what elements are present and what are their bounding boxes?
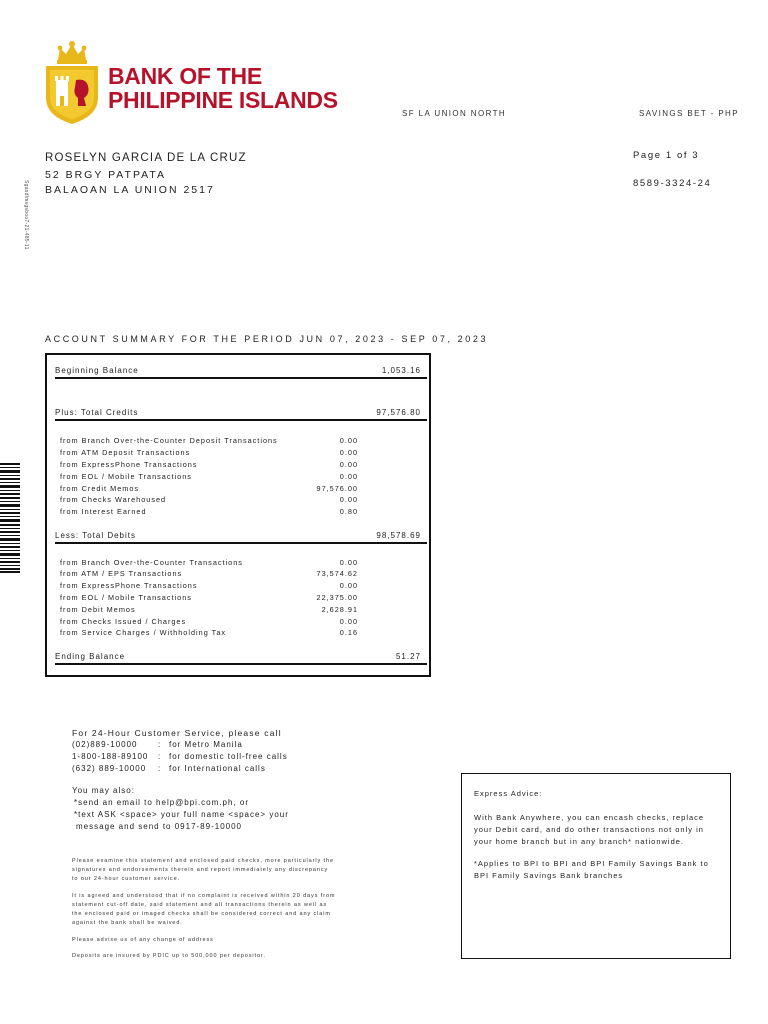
fine-p2-l4: against the bank shall be waived.	[72, 920, 183, 926]
phone-line	[72, 751, 372, 763]
item-value: 97,576.00	[316, 484, 358, 493]
item-value: 0.16	[339, 628, 358, 637]
item-label: from ExpressPhone Transactions	[60, 581, 198, 590]
phone-sep: :	[158, 752, 162, 761]
phone-line	[72, 739, 372, 751]
item-value: 0.00	[339, 581, 358, 590]
customer-service-title: For 24-Hour Customer Service, please call	[72, 728, 282, 738]
fine-print	[72, 857, 372, 961]
divider	[55, 419, 427, 421]
divider	[55, 663, 427, 665]
phone-number: 1-800-188-89100	[72, 752, 149, 761]
advice-line: With Bank Anywhere, you can encash checks, replace	[474, 813, 705, 822]
divider	[55, 542, 427, 544]
also-text-cont: message and send to 0917-89-10000	[76, 822, 242, 831]
bank-name	[108, 64, 338, 112]
item-label: from Checks Issued / Charges	[60, 617, 187, 626]
phone-sep: :	[158, 740, 162, 749]
advice-title: Express Advice:	[474, 789, 543, 798]
fine-p2-l3: the enclosed paid or imaged checks shall be considered correct and any claim	[72, 911, 331, 917]
item-label: from Debit Memos	[60, 605, 136, 614]
item-value: 0.00	[339, 448, 358, 457]
item-label: from Interest Earned	[60, 507, 147, 516]
item-label: from Service Charges / Withholding Tax	[60, 628, 227, 637]
advice-line: *Applies to BPI to BPI and BPI Family Savings Bank to	[474, 859, 709, 868]
phone-sep: :	[158, 764, 162, 773]
item-label: from Branch Over-the-Counter Transactions	[60, 558, 243, 567]
item-label: from ATM / EPS Transactions	[60, 569, 183, 578]
divider	[55, 377, 427, 379]
total-credits-value: 97,576.80	[376, 408, 421, 417]
fine-p1-l2: signatures and endorsements therein and report immediately any discrepancy	[72, 867, 329, 873]
item-value: 0.00	[339, 460, 358, 469]
also-email: *send an email to help@bpi.com.ph, or	[74, 798, 249, 807]
item-value: 22,375.00	[316, 593, 358, 602]
side-reference-code: Sgasdlmsgsboo7-21-485-11	[23, 180, 29, 250]
advice-line: your home branch but in any branch* nationwide.	[474, 837, 685, 846]
bank-name-line1: BANK OF THE	[108, 63, 262, 89]
bpi-crest-icon	[42, 40, 102, 126]
customer-address-line1: 52 BRGY PATPATA	[45, 169, 167, 181]
advice-line: BPI Family Savings Bank branches	[474, 871, 624, 880]
page-number: Page 1 of 3	[633, 150, 700, 161]
item-label: from ATM Deposit Transactions	[60, 448, 191, 457]
item-label: from Credit Memos	[60, 484, 140, 493]
fine-p2-l2: statement cut-off date, said statement and all transactions therein as well as	[72, 902, 328, 908]
phone-desc: for International calls	[169, 764, 266, 773]
item-label: from Checks Warehoused	[60, 495, 167, 504]
fine-p1-l3: to our 24-hour customer service.	[72, 876, 180, 882]
ending-balance-label: Ending Balance	[55, 652, 126, 661]
fine-p3: Please advise us of any change of address	[72, 937, 214, 943]
phone-number: (02)889-10000	[72, 740, 138, 749]
summary-title: ACCOUNT SUMMARY FOR THE PERIOD JUN 07, 2023 - SEP 07, 2023	[45, 334, 489, 344]
total-credits-label: Plus: Total Credits	[55, 408, 139, 417]
fine-p1-l1: Please examine this statement and enclosed paid checks, more particularly the	[72, 858, 334, 864]
customer-service-section	[72, 727, 372, 833]
account-summary-box	[45, 353, 431, 677]
fine-p2-l1: It is agreed and understood that if no complaint is received within 20 days from	[72, 893, 336, 899]
item-value: 0.00	[339, 617, 358, 626]
item-value: 0.00	[339, 558, 358, 567]
beginning-balance-value: 1,053.16	[381, 366, 421, 375]
branch-name: SF LA UNION NORTH	[402, 109, 507, 118]
item-label: from Branch Over-the-Counter Deposit Transactions	[60, 436, 278, 445]
also-title: You may also:	[72, 786, 135, 795]
phone-desc: for domestic toll-free calls	[169, 752, 288, 761]
item-label: from EOL / Mobile Transactions	[60, 472, 192, 481]
phone-line	[72, 763, 372, 775]
item-value: 0.00	[339, 495, 358, 504]
ending-balance-value: 51.27	[395, 652, 421, 661]
item-value: 73,574.62	[316, 569, 358, 578]
item-value: 2,628.91	[321, 605, 358, 614]
express-advice-box	[461, 773, 731, 959]
item-label: from EOL / Mobile Transactions	[60, 593, 192, 602]
barcode-icon	[0, 463, 20, 573]
phone-number: (632) 889-10000	[72, 764, 147, 773]
item-value: 0.00	[339, 436, 358, 445]
advice-line: your Debit card, and do other transactions not only in	[474, 825, 704, 834]
fine-p4: Deposits are insured by PDIC up to 500,000 per depositor.	[72, 953, 266, 959]
bank-logo	[42, 40, 102, 126]
total-debits-value: 98,578.69	[376, 531, 421, 540]
account-type: SAVINGS BET - PHP	[639, 109, 739, 118]
item-value: 0.00	[339, 472, 358, 481]
also-text: *text ASK <space> your full name <space> your	[74, 810, 289, 819]
beginning-balance-label: Beginning Balance	[55, 366, 139, 375]
customer-address-line2: BALAOAN LA UNION 2517	[45, 184, 215, 196]
bank-name-line2: PHILIPPINE ISLANDS	[108, 87, 338, 113]
phone-desc: for Metro Manila	[169, 740, 243, 749]
item-label: from ExpressPhone Transactions	[60, 460, 198, 469]
account-number: 8589-3324-24	[633, 178, 712, 189]
customer-name: ROSELYN GARCIA DE LA CRUZ	[45, 152, 247, 164]
item-value: 0.80	[339, 507, 358, 516]
total-debits-label: Less: Total Debits	[55, 531, 136, 540]
